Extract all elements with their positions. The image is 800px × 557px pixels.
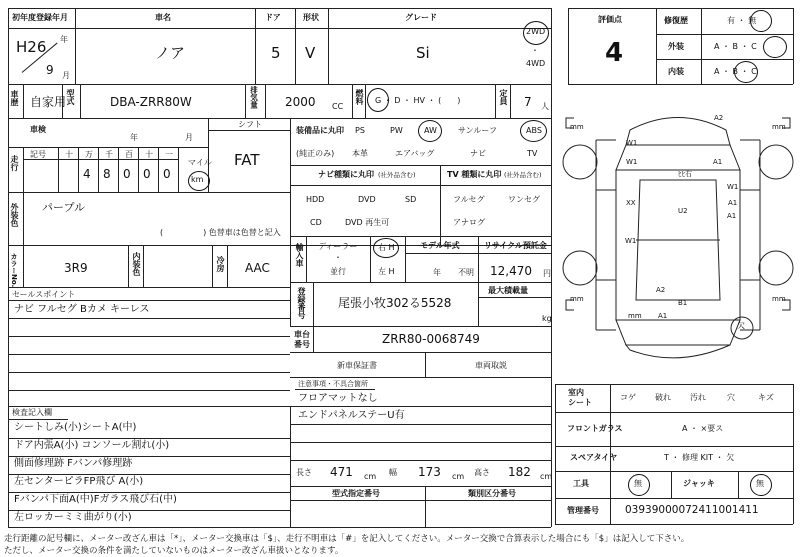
capacity-unit: 人 (541, 102, 549, 111)
doors-value: 5 (271, 44, 281, 62)
equipment-sub-label: (純正のみ) (296, 149, 335, 158)
sheet-option: 穴 (727, 393, 735, 402)
tv-note: (社外品含む) (504, 171, 542, 179)
mileage-digit: 0 (163, 167, 171, 181)
color-label: 外装色 (10, 203, 19, 227)
mileage-digit: 0 (123, 167, 131, 181)
tv-label: TV 種類に丸印 (447, 170, 502, 179)
inspector-line: シートしみ(小)シートA(中) (14, 422, 137, 433)
diagram-mark: A1 (658, 312, 668, 320)
model-year-unit: 年 (433, 268, 441, 277)
interior-selected-circle (734, 61, 758, 83)
capacity-value: 7 (524, 95, 532, 109)
exterior-label: 外装 (668, 42, 684, 51)
shift-label: シフト (238, 120, 262, 129)
load-unit: kg (542, 314, 552, 323)
diagram-mark: ﾋﾋ右 (678, 170, 692, 178)
displacement-label: 排気量 (249, 86, 259, 109)
equipment-item: エアバッグ (395, 149, 435, 158)
grade-value: Si (416, 44, 430, 62)
shape-label: 形状 (303, 13, 319, 22)
year-unit: 年 (60, 35, 68, 44)
equipment-item: AW (424, 126, 437, 135)
inspector-line: Fバンパ下面A(中)Fガラス飛び石(中) (14, 494, 177, 505)
ac-label: 冷房 (216, 256, 225, 272)
mileage-digit: 4 (83, 167, 91, 181)
model-year-label: モデル年式 (420, 241, 460, 250)
diagram-mark: A1 (713, 158, 723, 166)
length-value: 471 (330, 465, 353, 479)
recycle-value: 12,470 (490, 264, 532, 278)
shape-value: V (305, 44, 316, 62)
left-hand: 左 H (378, 267, 395, 276)
sheet-option: 破れ (655, 393, 671, 402)
interior-sheet-label-1: 室内 (568, 388, 584, 397)
year-value: H26 (16, 38, 47, 56)
type-value: DBA-ZRR80W (110, 95, 192, 109)
inspector-line: 左センターピラFP飛び A(小) (14, 476, 144, 487)
equipment-item: サンルーフ (458, 126, 497, 135)
diagram-mark: A1 (728, 199, 738, 207)
inspection-month-unit: 月 (185, 133, 193, 142)
footer-line-2: ただし、メーター交換の条件を満たしていないものはメーター改ざん車扱いとなります。 (4, 546, 344, 556)
car-name-value: ノア (155, 44, 186, 62)
interior-color-label: 内装色 (132, 252, 141, 276)
navi-label: ナビ種類に丸印 (318, 170, 374, 179)
category-label: 車歴 (10, 90, 19, 106)
sales-point-label: セールスポイント (12, 290, 76, 299)
mileage-digit: 0 (143, 167, 151, 181)
management-label: 管理番号 (567, 506, 599, 515)
diagram-mm: mm (772, 123, 786, 131)
width-value: 173 (418, 465, 441, 479)
jack-value: 無 (756, 479, 764, 488)
registration-value: 尾張小牧302る5528 (338, 296, 452, 310)
diagram-mark: U2 (678, 207, 688, 215)
tools-value: 無 (634, 479, 642, 488)
displacement-value: 2000 (285, 95, 316, 109)
mileage-unit-km: km (191, 175, 204, 184)
equipment-item: 本革 (352, 149, 368, 158)
mileage-digit-label: 一 (165, 150, 173, 159)
management-value: 03939000072411001411 (625, 504, 759, 516)
type-label: 型式 (66, 89, 75, 105)
navi-note: (社外品含む) (378, 171, 416, 179)
width-label: 幅 (389, 468, 397, 477)
color-value: パープル (42, 201, 86, 214)
class-label: 類別区分番号 (468, 489, 516, 498)
mileage-record-label: 記号 (30, 150, 46, 159)
sales-point-value: ナビ フルセグ Bカメ キーレス (14, 304, 150, 315)
tv-oneseg: ワンセグ (508, 195, 540, 204)
exterior-selected-circle (763, 36, 787, 58)
diagram-mark: W1 (626, 158, 638, 166)
drive-4wd: 4WD (526, 59, 546, 68)
capacity-label: 定員 (499, 89, 508, 105)
color-note: ( ) 色替車は色替と記入 (160, 228, 281, 237)
abs-circle (520, 120, 547, 142)
mileage-unit-mile: マイル (188, 158, 212, 167)
chassis-label-1: 車台 (294, 330, 310, 339)
windshield-label: フロントガラス (567, 424, 623, 433)
navi-cd: CD (310, 218, 322, 227)
missing-mark: 欠 (737, 321, 745, 330)
footer-line-1: 走行距離の記号欄に、メーター改ざん車は「*」、メーター交換車は「$」、走行不明車は「#」を記入してください。メーター交換で合算表示した場合にも「$」は記入して下さい。 (4, 534, 690, 544)
height-value: 182 (508, 465, 531, 479)
fuel-options: G ・ D ・ HV ・ ( ) (375, 96, 461, 105)
note-line-2: エンドパネルステーU有 (298, 410, 405, 421)
fuel-label: 燃料 (355, 89, 364, 105)
navi-hdd: HDD (306, 195, 325, 204)
diagram-mark: XX (626, 199, 636, 207)
month-unit: 月 (62, 71, 70, 80)
equipment-item: TV (527, 149, 538, 158)
repair-selected-circle (750, 10, 772, 32)
inspection-year-unit: 年 (130, 133, 138, 142)
tv-analog: アナログ (453, 218, 485, 227)
color-no-value: 3R9 (64, 261, 88, 275)
score-label: 評価点 (598, 15, 622, 24)
windshield-options: A ・ ×要ス (682, 424, 724, 433)
diagram-mm: mm (628, 312, 642, 320)
import-label: 輸入車 (295, 243, 304, 267)
diagram-mm: mm (772, 295, 786, 303)
sheet-option: コゲ (620, 393, 636, 402)
mileage-label: 走行 (10, 155, 19, 171)
color-no-label: カラーNo. (10, 253, 18, 288)
navi-dvd-playable: DVD 再生可 (345, 218, 390, 227)
mileage-digit: 8 (103, 167, 111, 181)
inspection-label: 車検 (30, 125, 46, 134)
mileage-digit-label: 十 (145, 150, 153, 159)
model-year-value: 不明 (458, 268, 474, 277)
chassis-value: ZRR80-0068749 (382, 332, 480, 346)
ac-value: AAC (245, 261, 270, 275)
interior-sheet-label-2: シート (568, 398, 592, 407)
jack-label: ジャッキ (683, 479, 715, 488)
max-load-label: 最大積載量 (488, 286, 528, 295)
tv-fullseg: フルセグ (453, 195, 485, 204)
inspector-line: 左ロッカーミミ曲がり(小) (14, 512, 132, 523)
aw-circle (418, 120, 442, 142)
right-hand: 右 H (378, 243, 395, 252)
height-unit: cm (540, 472, 553, 481)
notes-label: 注意事項・不具合箇所 (298, 380, 368, 388)
displacement-unit: CC (332, 102, 344, 111)
mileage-digit-label: 千 (105, 150, 113, 159)
right-hand-circle (373, 238, 399, 258)
registration-label: 登録番号 (297, 287, 306, 319)
diagram-mark: B1 (678, 299, 688, 307)
length-label: 長さ (296, 468, 312, 477)
inspector-label: 検査記入欄 (12, 408, 52, 417)
spare-tire-label: スペアタイヤ (570, 453, 618, 462)
repair-history-label: 修復歴 (664, 16, 688, 25)
import-dealer: ディーラー (318, 242, 358, 251)
exterior-options: A ・ B ・ C (714, 42, 757, 51)
diagram-mark: A2 (714, 114, 724, 122)
diagram-mark: W1 (625, 237, 637, 245)
manual-label: 車両取説 (475, 361, 507, 370)
navi-sd: SD (405, 195, 417, 204)
length-unit: cm (364, 472, 377, 481)
car-damage-diagram (560, 100, 795, 380)
diagram-mark: W1 (626, 139, 638, 147)
mileage-digit-label: 万 (85, 150, 93, 159)
tools-label: 工具 (573, 479, 589, 488)
drive-dot: ・ (531, 46, 539, 55)
equipment-item: ABS (526, 126, 542, 135)
equipment-item: PS (355, 126, 365, 135)
import-dot: ・ (334, 253, 342, 262)
grade-label: グレード (405, 13, 437, 22)
diagram-mark: A1 (727, 212, 737, 220)
width-unit: cm (452, 472, 465, 481)
category-value: 自家用 (30, 95, 67, 109)
month-value: 9 (46, 63, 54, 77)
diagram-mark: A2 (656, 286, 666, 294)
sheet-option: 汚れ (690, 393, 706, 402)
spare-tire-options: T ・ 修理 KIT ・ 欠 (664, 453, 735, 462)
mileage-digit-label: 十 (65, 150, 73, 159)
type-spec-label: 型式指定番号 (332, 489, 380, 498)
navi-dvd: DVD (358, 195, 376, 204)
height-label: 高さ (474, 468, 490, 477)
equipment-item: PW (390, 126, 403, 135)
interior-label: 内装 (668, 67, 684, 76)
interior-options: A ・ B ・ C (714, 67, 757, 76)
diagram-mm: mm (570, 295, 584, 303)
first-registration-label: 初年度登録年月 (12, 13, 68, 22)
fuel-selected-circle (367, 88, 389, 112)
door-label: ドア (265, 13, 281, 22)
chassis-label-2: 番号 (294, 340, 310, 349)
note-line-1: フロアマットなし (298, 393, 378, 404)
mileage-digit-label: 百 (125, 150, 133, 159)
warranty-label: 新車保証書 (337, 361, 377, 370)
inspector-line: ドア内張A(小) コンソール割れ(小) (14, 440, 170, 451)
recycle-unit: 円 (543, 269, 551, 278)
diagram-mark: W1 (727, 183, 739, 191)
score-value: 4 (605, 38, 624, 68)
sheet-option: キズ (758, 393, 774, 402)
recycle-label: リサイクル預託金 (484, 241, 547, 250)
inspector-line: 側面修理跡 Fバンパ修理跡 (14, 458, 133, 469)
equipment-label: 装備品に丸印 (296, 126, 344, 135)
drive-2wd: 2WD (526, 27, 546, 36)
shift-value: FAT (234, 151, 260, 169)
car-name-label: 車名 (155, 13, 171, 22)
diagram-mm: mm (570, 123, 584, 131)
equipment-item: ナビ (470, 149, 486, 158)
import-parallel: 並行 (330, 267, 346, 276)
repair-options: 有 ・ 無 (727, 16, 757, 25)
